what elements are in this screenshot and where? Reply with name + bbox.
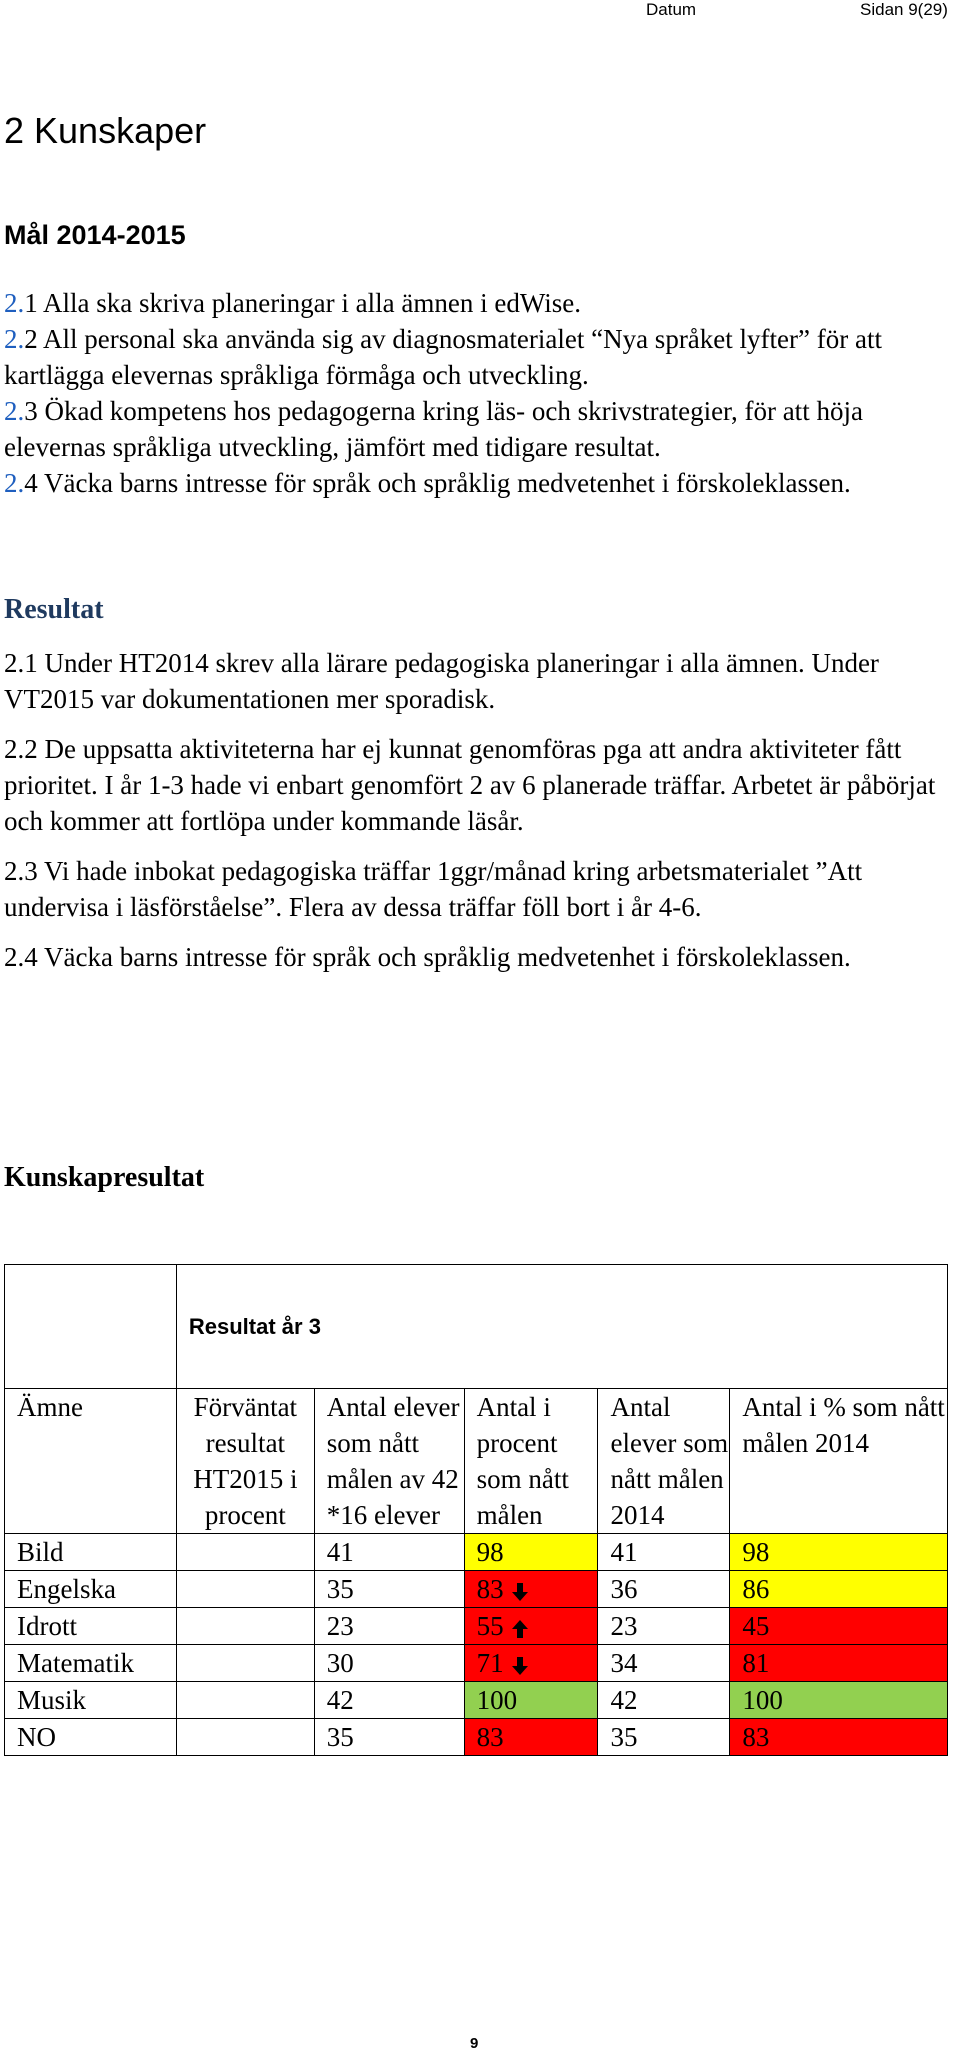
cell-percent-2014 bbox=[730, 1534, 948, 1571]
table-body bbox=[5, 1534, 948, 1756]
table-row bbox=[5, 1608, 948, 1645]
cell-percent-2014-text: 100 bbox=[742, 1685, 783, 1715]
cell-count-text: 35 bbox=[326, 1574, 354, 1604]
cell-count-text: 30 bbox=[326, 1648, 354, 1678]
results-title: Resultat bbox=[4, 594, 104, 625]
cell-count bbox=[314, 1571, 464, 1608]
cell-count-2014 bbox=[598, 1608, 730, 1645]
cell-subject-text: Bild bbox=[17, 1537, 64, 1567]
arrow-down-icon bbox=[504, 1574, 530, 1604]
cell-percent-text: 83 bbox=[476, 1722, 504, 1752]
cell-percent-2014 bbox=[730, 1719, 948, 1756]
header-date-label: Datum bbox=[646, 0, 697, 19]
results-table bbox=[4, 1264, 948, 1756]
header-page-indicator: Sidan 9(29) bbox=[860, 0, 948, 19]
page-header bbox=[0, 0, 960, 22]
goal-item: 2.4 Väcka barns intresse för språk och språklig medvetenhet i förskoleklassen. bbox=[4, 468, 851, 498]
result-item: 2.4 Väcka barns intresse för språk och språklig medvetenhet i förskoleklassen. bbox=[4, 942, 851, 972]
cell-count-2014 bbox=[598, 1682, 730, 1719]
cell-expected bbox=[176, 1608, 314, 1645]
cell-percent bbox=[464, 1571, 598, 1608]
knowledge-results-title: Kunskapresultat bbox=[4, 1162, 205, 1193]
cell-count-2014-text: 36 bbox=[610, 1574, 638, 1604]
cell-subject-text: Idrott bbox=[17, 1611, 77, 1641]
cell-percent-2014-text: 83 bbox=[742, 1722, 770, 1752]
cell-percent-text: 98 bbox=[476, 1537, 504, 1567]
table-row bbox=[5, 1571, 948, 1608]
cell-percent bbox=[464, 1608, 598, 1645]
cell-count-text: 23 bbox=[326, 1611, 354, 1641]
cell-percent-2014 bbox=[730, 1682, 948, 1719]
table-row bbox=[5, 1534, 948, 1571]
cell-percent-2014-text: 86 bbox=[742, 1574, 770, 1604]
cell-count-text: 35 bbox=[326, 1722, 354, 1752]
table-caption-row bbox=[5, 1265, 948, 1389]
cell-count-2014 bbox=[598, 1719, 730, 1756]
result-item: 2.1 Under HT2014 skrev alla lärare pedagogiska planeringar i alla ämnen. Under VT2015 var dokumentationen mer sporadisk. bbox=[4, 648, 879, 714]
cell-percent-text: 71 bbox=[476, 1648, 504, 1678]
cell-count-2014-text: 41 bbox=[610, 1537, 638, 1567]
cell-count-2014-text: 34 bbox=[610, 1648, 638, 1678]
cell-percent-2014-text: 45 bbox=[742, 1611, 770, 1641]
goals-list bbox=[4, 285, 954, 501]
cell-subject bbox=[5, 1534, 177, 1571]
cell-count bbox=[314, 1719, 464, 1756]
cell-expected bbox=[176, 1645, 314, 1682]
header-percent-2014: Antal i % som nått målen 2014 bbox=[730, 1389, 948, 1534]
table-row bbox=[5, 1645, 948, 1682]
cell-subject-text: Matematik bbox=[17, 1648, 134, 1678]
cell-subject bbox=[5, 1719, 177, 1756]
table-row bbox=[5, 1682, 948, 1719]
result-item: 2.3 Vi hade inbokat pedagogiska träffar 1ggr/månad kring arbetsmaterialet ”Att undervisa i läsförståelse”. Flera av dessa träffar föll bort i år 4-6. bbox=[4, 856, 863, 922]
arrow-up-icon bbox=[504, 1611, 530, 1641]
cell-percent bbox=[464, 1719, 598, 1756]
cell-percent-text: 100 bbox=[476, 1685, 518, 1715]
header-percent: Antal i procent som nått målen bbox=[464, 1389, 598, 1534]
cell-subject-text: Engelska bbox=[17, 1574, 116, 1604]
cell-percent-2014-text: 98 bbox=[742, 1537, 770, 1567]
cell-percent-text: 55 bbox=[476, 1611, 504, 1641]
header-expected: Förväntat resultat HT2015 i procent bbox=[176, 1389, 314, 1534]
goal-item: 2.2 All personal ska använda sig av diagnosmaterialet “Nya språket lyfter” för att kartlägga elevernas språkliga förmåga och utveckling. bbox=[4, 324, 882, 390]
cell-count-2014 bbox=[598, 1534, 730, 1571]
cell-count-2014-text: 35 bbox=[610, 1722, 638, 1752]
cell-subject bbox=[5, 1608, 177, 1645]
cell-percent-2014 bbox=[730, 1645, 948, 1682]
cell-expected bbox=[176, 1682, 314, 1719]
goal-item: 2.1 Alla ska skriva planeringar i alla ämnen i edWise. bbox=[4, 288, 581, 318]
cell-count bbox=[314, 1534, 464, 1571]
header-count: Antal elever som nått målen av 42 *16 elever bbox=[314, 1389, 464, 1534]
cell-count bbox=[314, 1645, 464, 1682]
cell-percent-text: 83 bbox=[476, 1574, 504, 1604]
goals-title: Mål 2014-2015 bbox=[4, 220, 186, 250]
table-row bbox=[5, 1719, 948, 1756]
cell-count bbox=[314, 1682, 464, 1719]
cell-subject bbox=[5, 1682, 177, 1719]
arrow-down-icon bbox=[504, 1648, 530, 1678]
page-number: 9 bbox=[470, 2035, 479, 2052]
header-subject: Ämne bbox=[5, 1389, 177, 1534]
cell-subject-text: NO bbox=[17, 1722, 56, 1752]
cell-percent bbox=[464, 1682, 598, 1719]
goal-item: 2.3 Ökad kompetens hos pedagogerna kring läs- och skrivstrategier, för att höja elevernas språkliga utveckling, jämfört med tidigare resultat. bbox=[4, 396, 863, 462]
cell-percent bbox=[464, 1534, 598, 1571]
section-title: 2 Kunskaper bbox=[4, 110, 207, 151]
cell-expected bbox=[176, 1571, 314, 1608]
cell-count-2014-text: 23 bbox=[610, 1611, 638, 1641]
table-caption: Resultat år 3 bbox=[176, 1265, 947, 1389]
result-item: 2.2 De uppsatta aktiviteterna har ej kunnat genomföras pga att andra aktiviteter fått prioritet. I år 1-3 hade vi enbart genomfört 2 av 6 planerade träffar. Arbetet är påbörjat och kommer att fortlöpa under kommande läsår. bbox=[4, 734, 936, 836]
cell-percent-2014 bbox=[730, 1608, 948, 1645]
cell-count bbox=[314, 1608, 464, 1645]
results-list bbox=[4, 645, 954, 975]
table-header-row bbox=[5, 1389, 948, 1534]
header-count-2014: Antal elever som nått målen 2014 bbox=[598, 1389, 730, 1534]
cell-count-text: 42 bbox=[326, 1685, 354, 1715]
cell-count-text: 41 bbox=[326, 1537, 354, 1567]
results-table-wrapper bbox=[4, 1264, 948, 1756]
cell-count-2014-text: 42 bbox=[610, 1685, 638, 1715]
cell-subject bbox=[5, 1571, 177, 1608]
cell-percent-2014-text: 81 bbox=[742, 1648, 770, 1678]
cell-count-2014 bbox=[598, 1571, 730, 1608]
cell-expected bbox=[176, 1719, 314, 1756]
cell-percent bbox=[464, 1645, 598, 1682]
caption-empty-cell bbox=[5, 1265, 177, 1389]
cell-subject bbox=[5, 1645, 177, 1682]
cell-subject-text: Musik bbox=[17, 1685, 87, 1715]
cell-expected bbox=[176, 1534, 314, 1571]
cell-percent-2014 bbox=[730, 1571, 948, 1608]
cell-count-2014 bbox=[598, 1645, 730, 1682]
